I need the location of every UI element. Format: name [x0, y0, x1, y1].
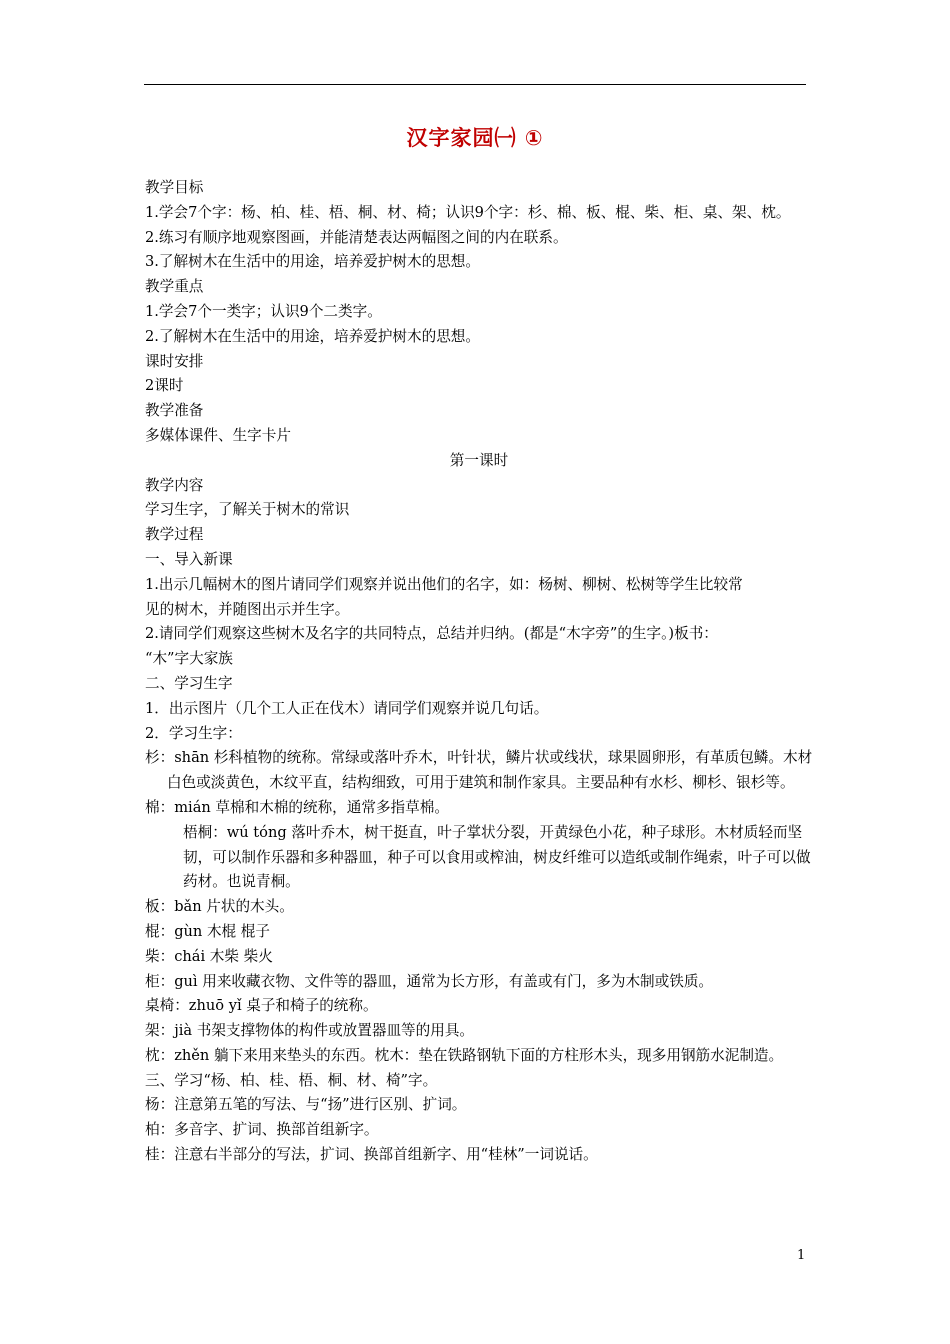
text-line: 杨：注意第五笔的写法、与“扬”进行区别、扩词。: [145, 1096, 467, 1114]
text-line: 3.了解树木在生活中的用途，培养爱护树木的思想。: [145, 253, 480, 271]
entry-shan: 杉：shān 杉科植物的统称。常绿或落叶乔木，叶针状，鳞片状或线状，球果圆卵形，有革质包鳞。木材白色或淡黄色，木纹平直，结构细致，可用于建筑和制作家具。主要品种有水杉、柳杉、银杉等。: [145, 749, 813, 792]
header-rule: [144, 84, 806, 85]
entry-gun: 棍：gùn 木棍 棍子: [145, 922, 270, 940]
entry-chai: 柴：chái 木柴 柴火: [145, 947, 273, 965]
entry-mian: 棉：mián 草棉和木棉的统称，通常多指草棉。: [145, 798, 449, 816]
text-line: 二、学习生字: [145, 674, 233, 692]
text-line: 教学准备: [145, 402, 204, 420]
entry-zhuoyi: 桌椅：zhuō yǐ 桌子和椅子的统称。: [145, 997, 378, 1015]
page-title: 汉字家园㈠ ①: [406, 126, 544, 150]
text-line: 1．出示图片（几个工人正在伐木）请同学们观察并说几句话。: [145, 699, 549, 717]
entry-wutong: 梧桐：wú tóng 落叶乔木，树干挺直，叶子掌状分裂，开黄绿色小花，种子球形。木材质轻而坚韧，可以制作乐器和多种器皿，种子可以食用或榨油，树皮纤维可以造纸或制作绳索，叶子可以做药材。也说青桐。: [183, 823, 811, 891]
text-line: 教学目标: [145, 179, 204, 196]
section-heading: 第一课时: [449, 451, 509, 469]
text-line: 2课时: [145, 377, 184, 395]
text-line: 三、学习“杨、柏、桂、梧、桐、材、椅”字。: [145, 1071, 438, 1089]
entry-gui: 柜：guì 用来收藏衣物、文件等的器皿，通常为长方形，有盖或有门，多为木制或铁质。: [145, 972, 714, 990]
text-line: 见的树木，并随图出示并生字。: [145, 600, 350, 618]
text-line: 2.练习有顺序地观察图画，并能清楚表达两幅图之间的内在联系。: [145, 228, 568, 246]
text-line: 教学过程: [145, 526, 204, 544]
text-line: 教学重点: [145, 278, 204, 296]
entry-ban: 板：bǎn 片状的木头。: [145, 898, 294, 916]
entry-jia: 架：jià 书架支撑物体的构件或放置器皿等的用具。: [145, 1022, 475, 1040]
text-line: 桂：注意右半部分的写法，扩词、换部首组新字、用“桂林”一词说话。: [145, 1146, 598, 1164]
text-line: “木”字大家族: [145, 650, 233, 668]
entry-zhen: 枕：zhěn 躺下来用来垫头的东西。枕木：垫在铁路钢轨下面的方柱形木头，现多用钢筋水泥制造。: [145, 1046, 784, 1064]
text-line: 1.学会7个字：杨、柏、桂、梧、桐、材、椅；认识9个字：杉、棉、板、棍、柴、柜、桌、架、枕。: [145, 203, 791, 221]
text-line: 课时安排: [145, 352, 204, 370]
text-line: 2．学习生字：: [145, 724, 242, 742]
text-line: 柏：多音字、扩词、换部首组新字。: [145, 1121, 379, 1139]
document-body: [145, 176, 813, 1168]
text-line: 1.学会7个一类字；认识9个二类字。: [145, 302, 382, 320]
text-line: 多媒体课件、生字卡片: [145, 426, 291, 444]
text-line: 2.请同学们观察这些树木及名字的共同特点，总结并归纳。(都是“木字旁”的生字。)板书：: [145, 625, 718, 643]
text-line: 教学内容: [145, 476, 204, 494]
page-number: 1: [797, 1248, 806, 1263]
text-line: 学习生字，了解关于树木的常识: [145, 501, 350, 519]
text-line: 2.了解树木在生活中的用途，培养爱护树木的思想。: [145, 327, 480, 345]
text-line: 一、导入新课: [145, 550, 233, 568]
text-line: 1.出示几幅树木的图片请同学们观察并说出他们的名字，如：杨树、柳树、松树等学生比较常: [145, 575, 743, 593]
